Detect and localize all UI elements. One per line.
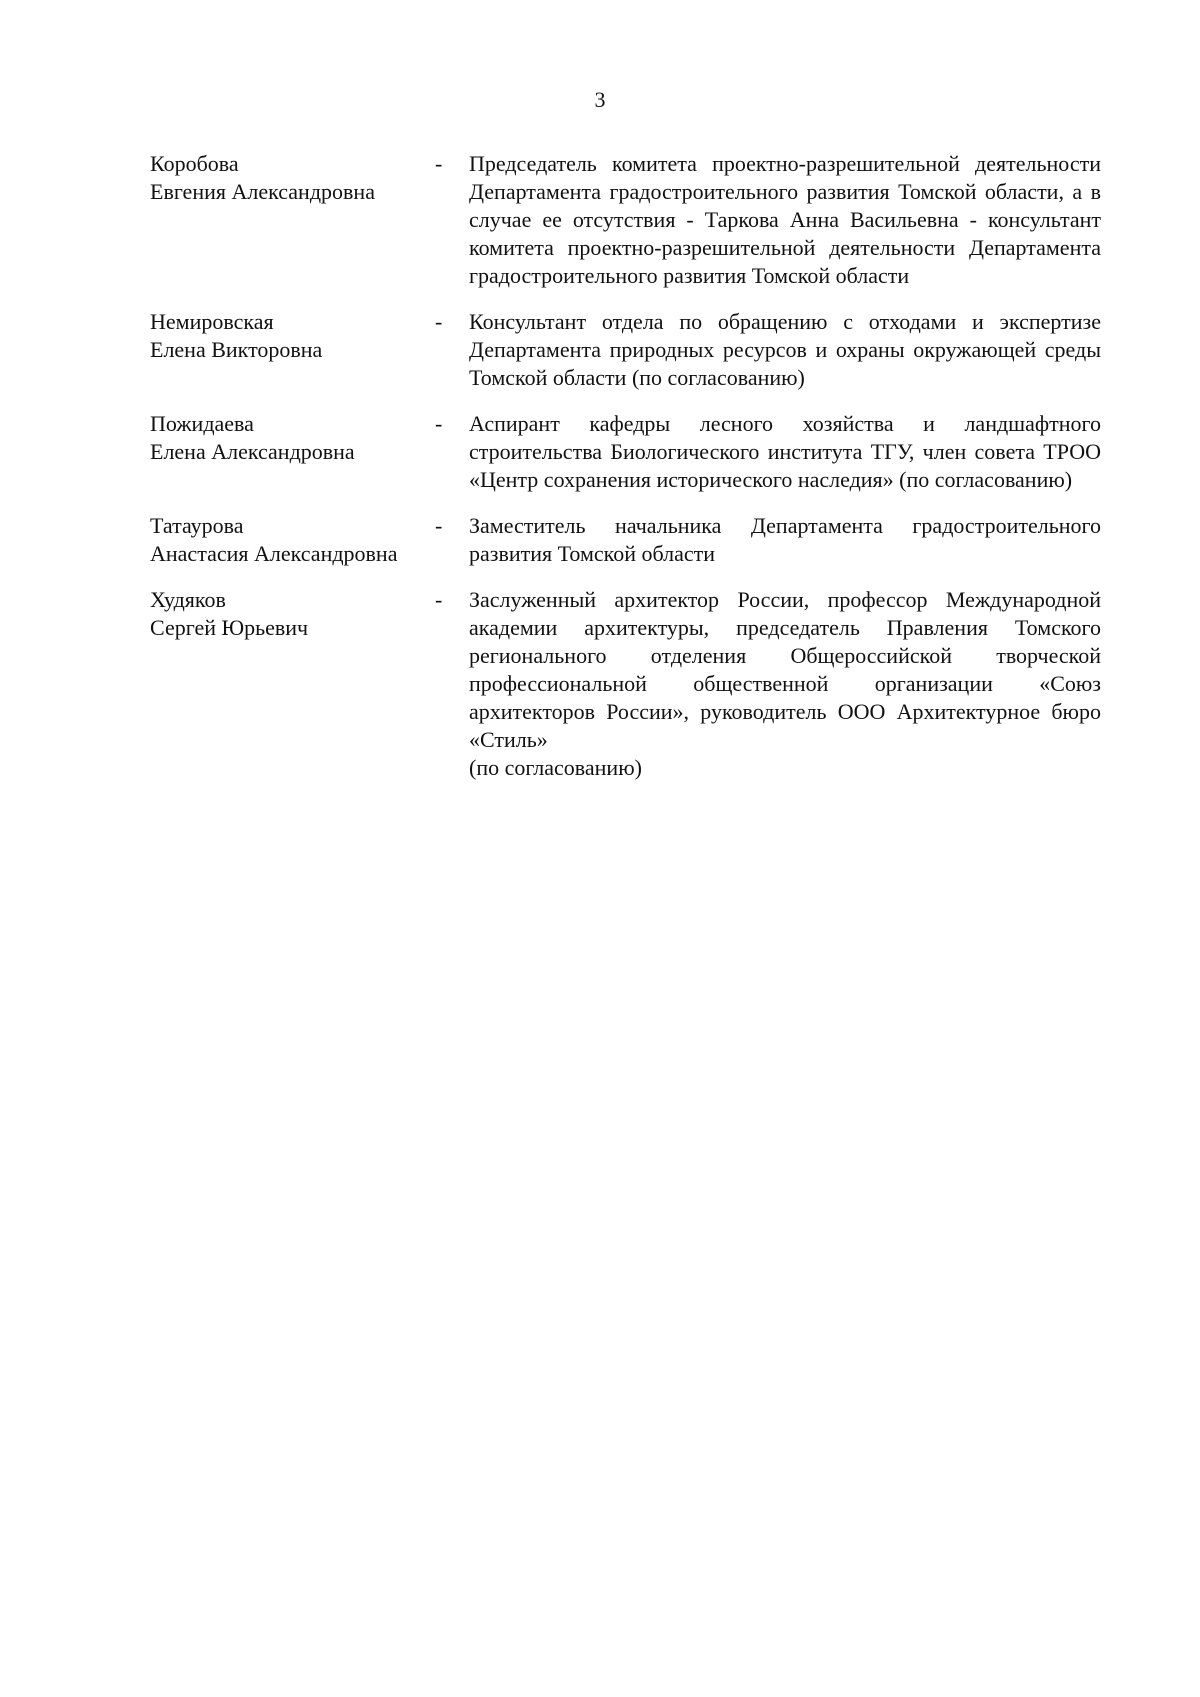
member-row [150, 512, 1110, 568]
member-dash: - [435, 151, 443, 176]
member-dash: - [435, 411, 443, 436]
member-description: Аспирант кафедры лесного хозяйства и ландшафтного строительства Биологического института ТГУ, член совета ТРОО «Центр сохранения исторического наследия» (по согласованию) [469, 411, 1101, 492]
member-surname: Коробова [150, 151, 239, 176]
member-note: (по согласованию) [469, 755, 642, 780]
member-dash: - [435, 587, 443, 612]
member-given-names: Елена Викторовна [150, 337, 323, 362]
member-description: Председатель комитета проектно-разрешительной деятельности Департамента градостроительного развития Томской области, а в случае ее отсутствия - Таркова Анна Васильевна - консультант комитета проектно-разрешительной деятельности Департамента градостроительного развития Томской области [469, 151, 1101, 288]
member-name [150, 150, 435, 206]
members-list [150, 150, 1110, 800]
member-given-names: Елена Александровна [150, 439, 355, 464]
member-dash: - [435, 513, 443, 538]
member-description: Консультант отдела по обращению с отходами и экспертизе Департамента природных ресурсов и охраны окружающей среды Томской области (по согласованию) [469, 309, 1101, 390]
member-row [150, 410, 1110, 494]
member-given-names: Евгения Александровна [150, 179, 375, 204]
member-name [150, 586, 435, 642]
member-surname: Татаурова [150, 513, 244, 538]
member-name [150, 512, 435, 568]
member-given-names: Анастасия Александровна [150, 541, 398, 566]
member-given-names: Сергей Юрьевич [150, 615, 309, 640]
member-description-text: Заслуженный архитектор России, профессор Международной академии архитектуры, председатель Правления Томского регионального отделения Общероссийской творческой профессиональной общественной организации «Союз архитекторов России», руководитель ООО Архитектурное бюро «Стиль» [469, 587, 1101, 752]
member-row [150, 150, 1110, 290]
page-number: 3 [594, 87, 606, 112]
member-name [150, 410, 435, 466]
member-row [150, 586, 1110, 782]
member-surname: Худяков [150, 587, 226, 612]
member-surname: Пожидаева [150, 411, 254, 436]
member-description [469, 586, 1101, 782]
member-surname: Немировская [150, 309, 274, 334]
member-dash: - [435, 309, 443, 334]
member-name [150, 308, 435, 364]
member-row [150, 308, 1110, 392]
member-description: Заместитель начальника Департамента градостроительного развития Томской области [469, 513, 1101, 566]
